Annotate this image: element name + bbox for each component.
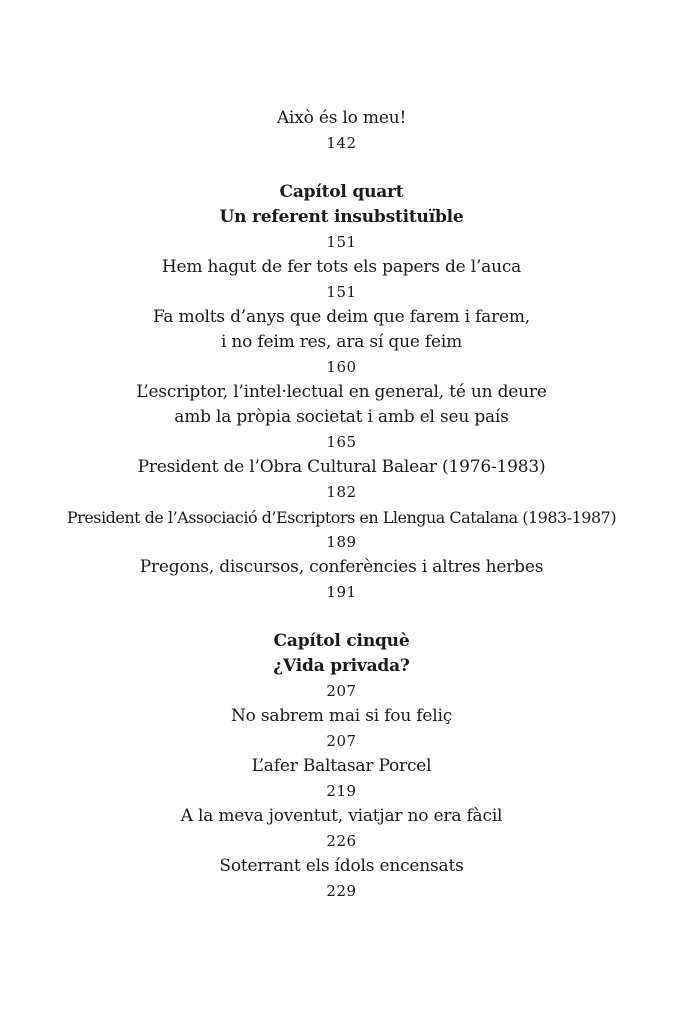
toc-entry-title: L’escriptor, l’intel·lectual en general, té un deure — [136, 382, 547, 402]
section-spacer — [0, 156, 683, 180]
toc-page-number: 226 — [326, 832, 357, 850]
toc-entry-title-continued: amb la pròpia societat i amb el seu país — [174, 407, 509, 427]
toc-page-number: 207 — [326, 682, 357, 700]
toc-page-number: 151 — [326, 233, 357, 251]
chapter-heading: Capítol cinquè — [273, 631, 410, 651]
chapter-subtitle: Un referent insubstituïble — [219, 207, 464, 227]
toc-entry-title: Fa molts d’anys que deim que farem i farem, — [152, 307, 531, 327]
toc-entry-title: L’afer Baltasar Porcel — [251, 756, 432, 776]
toc-entry-title: Això és lo meu! — [276, 108, 407, 128]
section-spacer — [0, 605, 683, 629]
toc-page-number: 165 — [326, 433, 357, 451]
toc-page-number: 142 — [326, 134, 357, 152]
toc-page-number: 151 — [326, 283, 357, 301]
toc-entry-title: Pregons, discursos, conferències i altres herbes — [139, 557, 544, 577]
toc-entry-title: President de l’Obra Cultural Balear (1976-1983) — [137, 457, 546, 477]
table-of-contents — [0, 106, 683, 904]
toc-entry-title: No sabrem mai si fou feliç — [230, 706, 453, 726]
toc-entry-title: A la meva joventut, viatjar no era fàcil — [180, 806, 503, 826]
toc-page-number: 182 — [326, 483, 357, 501]
toc-entry-title: Hem hagut de fer tots els papers de l’auca — [161, 257, 522, 277]
toc-page-number: 207 — [326, 732, 357, 750]
toc-page-number: 191 — [326, 583, 357, 601]
toc-entry-title: Soterrant els ídols encensats — [219, 856, 464, 876]
chapter-heading: Capítol quart — [279, 182, 404, 202]
toc-entry-title: President de l’Associació d’Escriptors en Llengua Catalana (1983-1987) — [66, 508, 617, 527]
toc-entry-title-continued: i no feim res, ara sí que feim — [220, 332, 463, 352]
toc-page-number: 229 — [326, 882, 357, 900]
toc-page-number: 189 — [326, 533, 357, 551]
toc-page-number: 160 — [326, 358, 357, 376]
toc-page-number: 219 — [326, 782, 357, 800]
chapter-subtitle: ¿Vida privada? — [273, 656, 410, 676]
